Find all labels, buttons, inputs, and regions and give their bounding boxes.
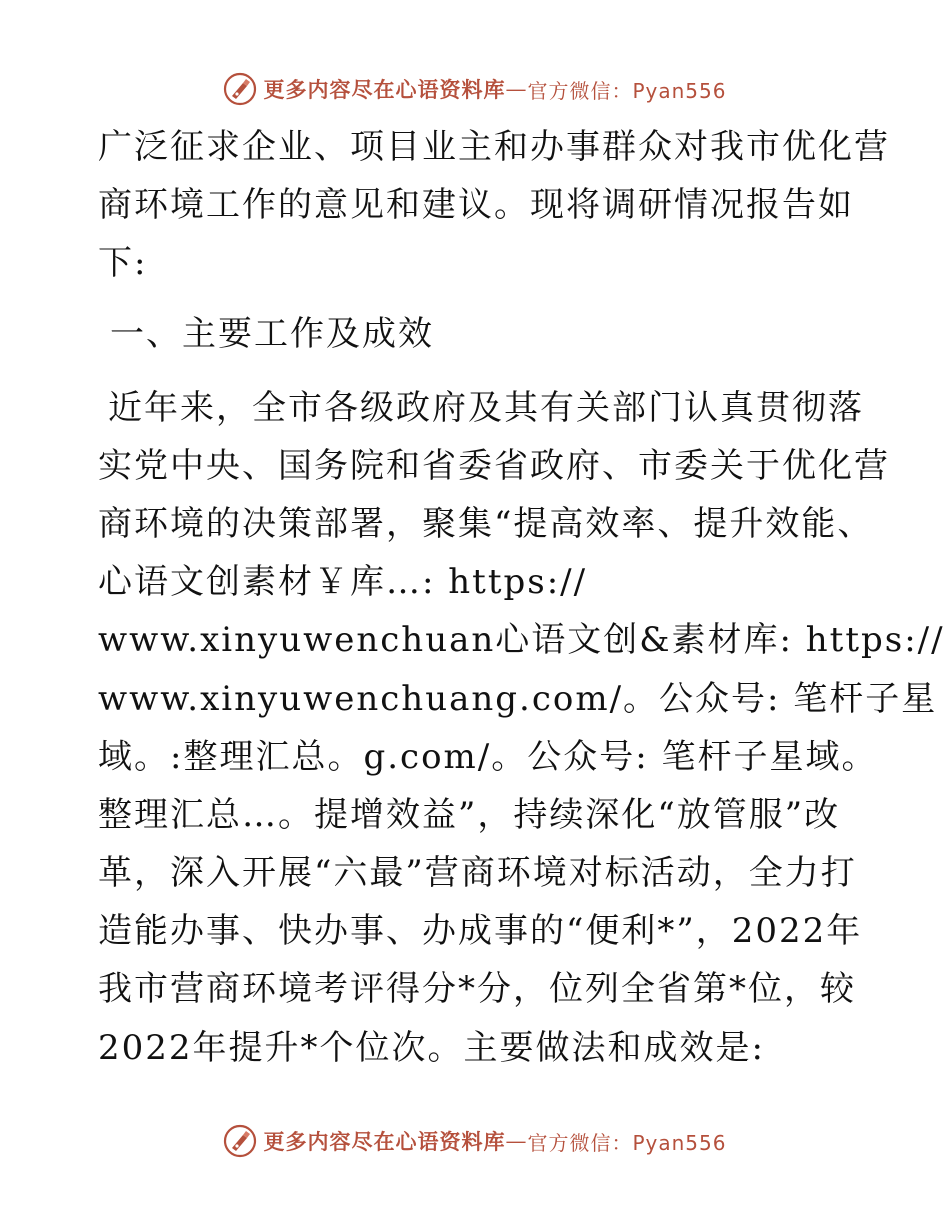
watermark-brand: 更多内容尽在心语资料库	[263, 1129, 506, 1154]
paragraph-line: 商环境的决策部署，聚集“提高效率、提升效能、	[98, 503, 874, 544]
paragraph-line: 2022年提升*个位次。主要做法和成效是:	[98, 1027, 765, 1068]
watermark-brand: 更多内容尽在心语资料库	[263, 77, 506, 102]
paragraph-line: 造能办事、快办事、办成事的“便利*”，2022年	[98, 911, 863, 952]
watermark-banner-bottom	[0, 1121, 950, 1161]
paragraph-line: 整理汇总…。提增效益”，持续深化“放管服”改	[98, 794, 841, 835]
pen-nib-circle-icon	[223, 72, 257, 106]
paragraph-line: 革，深入开展“六最”营商环境对标活动，全力打	[98, 853, 857, 894]
document-body	[98, 118, 945, 1077]
paragraph-line: www.xinyuwenchuan心语文创&素材库: https://	[98, 620, 945, 661]
paragraph-line: www.xinyuwenchuang.com/。公众号: 笔杆子星	[98, 678, 938, 719]
paragraph-line: 近年来，全市各级政府及其有关部门认真贯彻落	[108, 387, 864, 428]
watermark-dash: —	[505, 77, 528, 101]
watermark-contact: 官方微信：Pyan556	[527, 78, 727, 103]
body-line: 商环境工作的意见和建议。现将调研情况报告如	[98, 185, 854, 226]
paragraph-line: 域。:整理汇总。g.com/。公众号: 笔杆子星域。	[98, 736, 878, 777]
section-heading: 一、主要工作及成效	[110, 313, 434, 354]
pen-nib-circle-icon	[223, 1124, 257, 1158]
body-line: 下:	[98, 243, 148, 284]
watermark-dash: —	[505, 1129, 528, 1153]
paragraph-line: 我市营商环境考评得分*分，位列全省第*位，较	[98, 969, 856, 1010]
paragraph-line: 实党中央、国务院和省委省政府、市委关于优化营	[98, 445, 890, 486]
watermark-contact: 官方微信：Pyan556	[527, 1130, 727, 1155]
paragraph-line: 心语文创素材￥库…: https://	[98, 562, 588, 603]
watermark-banner-top	[0, 69, 950, 109]
body-line: 广泛征求企业、项目业主和办事群众对我市优化营	[98, 127, 890, 167]
